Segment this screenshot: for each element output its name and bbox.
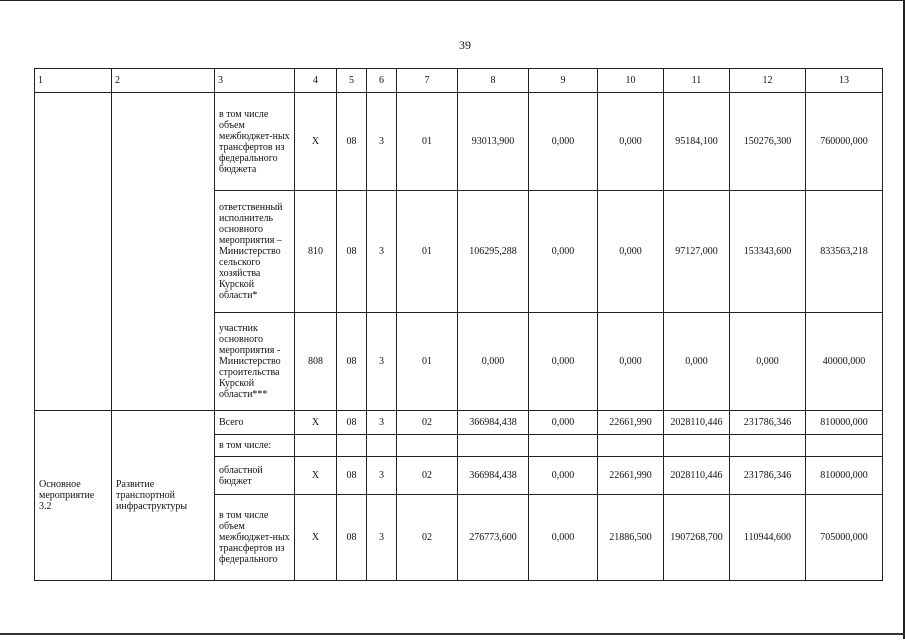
header-cell: 4: [295, 69, 337, 93]
cell-col7: 02: [397, 457, 458, 495]
cell-col4: X: [295, 93, 337, 191]
cell-col9: 0,000: [529, 313, 598, 411]
cell-col6: 3: [367, 191, 397, 313]
cell-col6: 3: [367, 411, 397, 435]
cell-col4: X: [295, 457, 337, 495]
table-row: [35, 411, 883, 435]
cell-col10: 22661,990: [598, 457, 664, 495]
cell-col4: X: [295, 495, 337, 581]
page-bottom-edge: [0, 633, 905, 635]
cell-col6: 3: [367, 93, 397, 191]
header-cell: 8: [458, 69, 529, 93]
cell-col7: 02: [397, 495, 458, 581]
cell-col10: [598, 435, 664, 457]
cell-col8: 276773,600: [458, 495, 529, 581]
cell-col12: 150276,300: [730, 93, 806, 191]
cell-col13: 810000,000: [806, 411, 883, 435]
cell-col5: [337, 435, 367, 457]
cell-col9: 0,000: [529, 191, 598, 313]
cell-col11: [664, 435, 730, 457]
row-description: в том числе объем межбюджет-ных трансфертов из федерального: [215, 495, 295, 581]
cell-col6: 3: [367, 457, 397, 495]
cell-col10: 21886,500: [598, 495, 664, 581]
cell-col6: 3: [367, 495, 397, 581]
cell-col4: X: [295, 411, 337, 435]
cell-col11: 2028110,446: [664, 411, 730, 435]
cell-col5: 08: [337, 191, 367, 313]
header-row: [35, 69, 883, 93]
cell-col4: 808: [295, 313, 337, 411]
budget-table: [34, 68, 883, 581]
header-cell: 3: [215, 69, 295, 93]
cell-col7: 01: [397, 191, 458, 313]
cell-col8: 0,000: [458, 313, 529, 411]
cell-col6: [367, 435, 397, 457]
cell-col6: 3: [367, 313, 397, 411]
cell-col5: 08: [337, 411, 367, 435]
cell-col11: 97127,000: [664, 191, 730, 313]
header-cell: 11: [664, 69, 730, 93]
cell-col5: 08: [337, 313, 367, 411]
header-cell: 5: [337, 69, 367, 93]
header-cell: 12: [730, 69, 806, 93]
header-cell: 6: [367, 69, 397, 93]
cell-col12: 231786,346: [730, 457, 806, 495]
empty-cell: [112, 93, 215, 411]
header-cell: 2: [112, 69, 215, 93]
row-description: ответственный исполнитель основного мероприятия – Министерство сельского хозяйства Курской области*: [215, 191, 295, 313]
cell-col10: 0,000: [598, 313, 664, 411]
row-description: в том числе объем межбюджет-ных трансфертов из федерального бюджета: [215, 93, 295, 191]
cell-col7: [397, 435, 458, 457]
cell-col9: [529, 435, 598, 457]
cell-col8: 366984,438: [458, 457, 529, 495]
cell-col13: 40000,000: [806, 313, 883, 411]
measure-title: Развитие транспортной инфраструктуры: [112, 411, 215, 581]
header-cell: 7: [397, 69, 458, 93]
cell-col12: 231786,346: [730, 411, 806, 435]
cell-col9: 0,000: [529, 411, 598, 435]
cell-col5: 08: [337, 495, 367, 581]
empty-cell: [35, 93, 112, 411]
cell-col10: 22661,990: [598, 411, 664, 435]
cell-col13: 810000,000: [806, 457, 883, 495]
cell-col12: 153343,600: [730, 191, 806, 313]
cell-col5: 08: [337, 93, 367, 191]
cell-col13: 760000,000: [806, 93, 883, 191]
cell-col11: 1907268,700: [664, 495, 730, 581]
cell-col11: 2028110,446: [664, 457, 730, 495]
cell-col11: 95184,100: [664, 93, 730, 191]
header-cell: 1: [35, 69, 112, 93]
cell-col10: 0,000: [598, 191, 664, 313]
cell-col7: 02: [397, 411, 458, 435]
table-row: [35, 93, 883, 191]
cell-col9: 0,000: [529, 93, 598, 191]
cell-col13: 833563,218: [806, 191, 883, 313]
cell-col9: 0,000: [529, 495, 598, 581]
cell-col4: 810: [295, 191, 337, 313]
cell-col13: [806, 435, 883, 457]
cell-col10: 0,000: [598, 93, 664, 191]
row-description: областной бюджет: [215, 457, 295, 495]
cell-col8: 106295,288: [458, 191, 529, 313]
row-description: в том числе:: [215, 435, 295, 457]
cell-col4: [295, 435, 337, 457]
cell-col12: [730, 435, 806, 457]
cell-col7: 01: [397, 313, 458, 411]
cell-col8: 93013,900: [458, 93, 529, 191]
row-description: Всего: [215, 411, 295, 435]
cell-col5: 08: [337, 457, 367, 495]
cell-col12: 0,000: [730, 313, 806, 411]
header-cell: 9: [529, 69, 598, 93]
cell-col13: 705000,000: [806, 495, 883, 581]
cell-col9: 0,000: [529, 457, 598, 495]
cell-col7: 01: [397, 93, 458, 191]
header-cell: 10: [598, 69, 664, 93]
cell-col8: 366984,438: [458, 411, 529, 435]
row-description: участник основного мероприятия - Министерство строительства Курской области***: [215, 313, 295, 411]
measure-name: Основное мероприятие 3.2: [35, 411, 112, 581]
cell-col11: 0,000: [664, 313, 730, 411]
cell-col12: 110944,600: [730, 495, 806, 581]
cell-col8: [458, 435, 529, 457]
header-cell: 13: [806, 69, 883, 93]
page-number: 39: [459, 38, 471, 52]
